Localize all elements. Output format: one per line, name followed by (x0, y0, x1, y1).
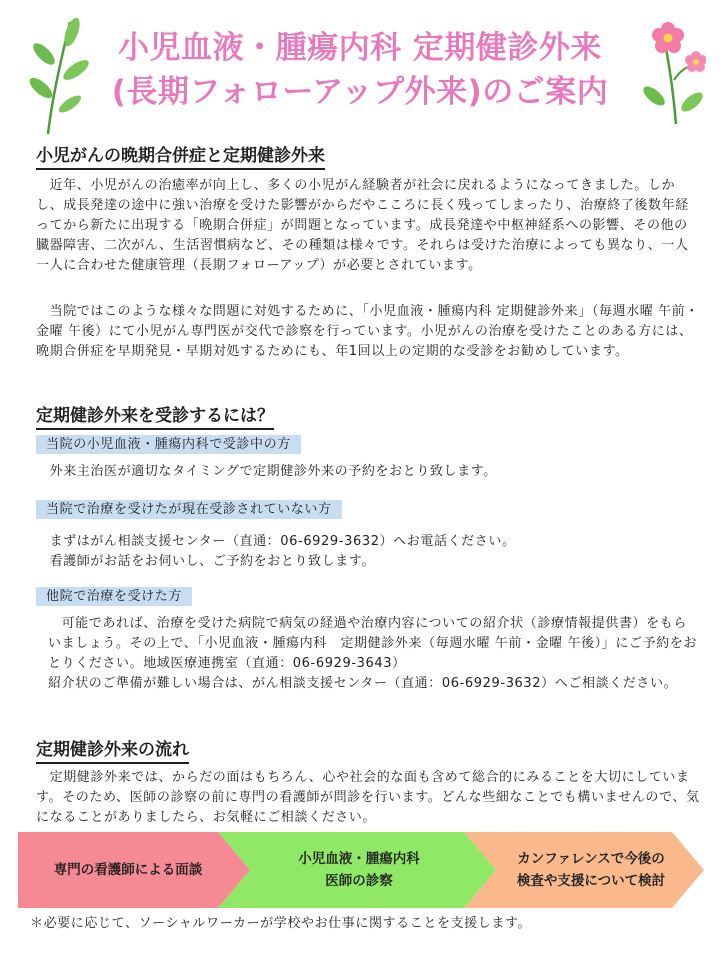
case-text-current-patient: 外来主治医が適切なタイミングで定期健診外来の予約をおとり致します。 (36, 464, 497, 479)
leaf-sprig-icon (26, 14, 90, 136)
consultation-flow (18, 832, 704, 908)
pink-flower-icon (640, 10, 706, 126)
section-heading-late-effects: 小児がんの晩期合併症と定期健診外来 (36, 144, 325, 170)
section-heading-flow: 定期健診外来の流れ (36, 738, 189, 764)
footnote: ＊必要に応じて、ソーシャルワーカーが学校やお仕事に関することを支援します。 (30, 916, 532, 931)
flow-step-3-label: カンファレンスで今後の 検査や支援について検討 (516, 851, 666, 889)
section-heading-how-to-visit: 定期健診外来を受診するには？ (36, 404, 274, 430)
title-line-2: (長期フォローアップ外来)のご案内 (111, 74, 609, 110)
flow-step-1-label: 専門の看護師による面談 (53, 862, 203, 878)
flow-paragraph: 定期健診外来では、からだの面はもちろん、心や社会的な面も含めて総合的にみることを大切にしています。そのため、医師の診察の前に専門の看護師が問診を行います。どんな些細なことでも構いませんので、気になることがありましたら、お気軽にご相談ください。 (36, 770, 700, 825)
late-effects-paragraph: 近年、小児がんの治癒率が向上し、多くの小児がん経験者が社会に戻れるようになってきました。しかし、成長発達の途中に強い治療を受けた影響がからだやこころに長く残ってしまったり、治療終了後数年経ってから新たに出現する「晩期合併症」が問題となっています。成長発達や中枢神経系への影響、その他の臓器障害、二次がん、生活習慣病など、その種類は様々です。それらは受けた治療によっても異なり、一人一人に合わせた健康管理（長期フォローアップ）が必要とされています。 (36, 178, 689, 273)
case-text-other-hospital: 可能であれば、治療を受けた病院で病気の経過や治療内容についての紹介状（診療情報提供書）をもらいましょう。その上で、「小児血液・腫瘍内科 定期健診外来（毎週水曜 午前・金曜 午後）」にご予約をおとりください。地域医療連携室（直通：06-6929-3643） 紹介状のご準備が難しい場合は、がん相談支援センター（直通：06-6929-3632）へご相談ください。 (48, 616, 698, 691)
flow-step-2-label: 小児血液・腫瘍内科 医師の診察 (298, 851, 420, 889)
case-text-former-patient: まずはがん相談支援センター（直通：06-6929-3632）へお電話ください。 看護師がお話をお伺いし、ご予約をおとり致します。 (49, 534, 516, 569)
case-tag-current-patient: 当院の小児血液・腫瘍内科で受診中の方 (36, 435, 301, 454)
clinic-info-paragraph: 当院ではこのような様々な問題に対処するために、「小児血液・腫瘍内科 定期健診外来」（毎週水曜 午前・金曜 午後）にて小児がん専門医が交代で診察を行っています。小児がんの治療を受けたことのある方には、晩期合併症を早期発見・早期対処するためにも、年1回以上の定期的な受診をお勧めしています。 (36, 304, 699, 359)
case-tag-other-hospital: 他院で治療を受けた方 (36, 587, 192, 606)
page-title (70, 26, 650, 114)
case-tag-former-patient: 当院で治療を受けたが現在受診されていない方 (36, 500, 342, 519)
title-line-1: 小児血液・腫瘍内科 定期健診外来 (118, 30, 602, 66)
